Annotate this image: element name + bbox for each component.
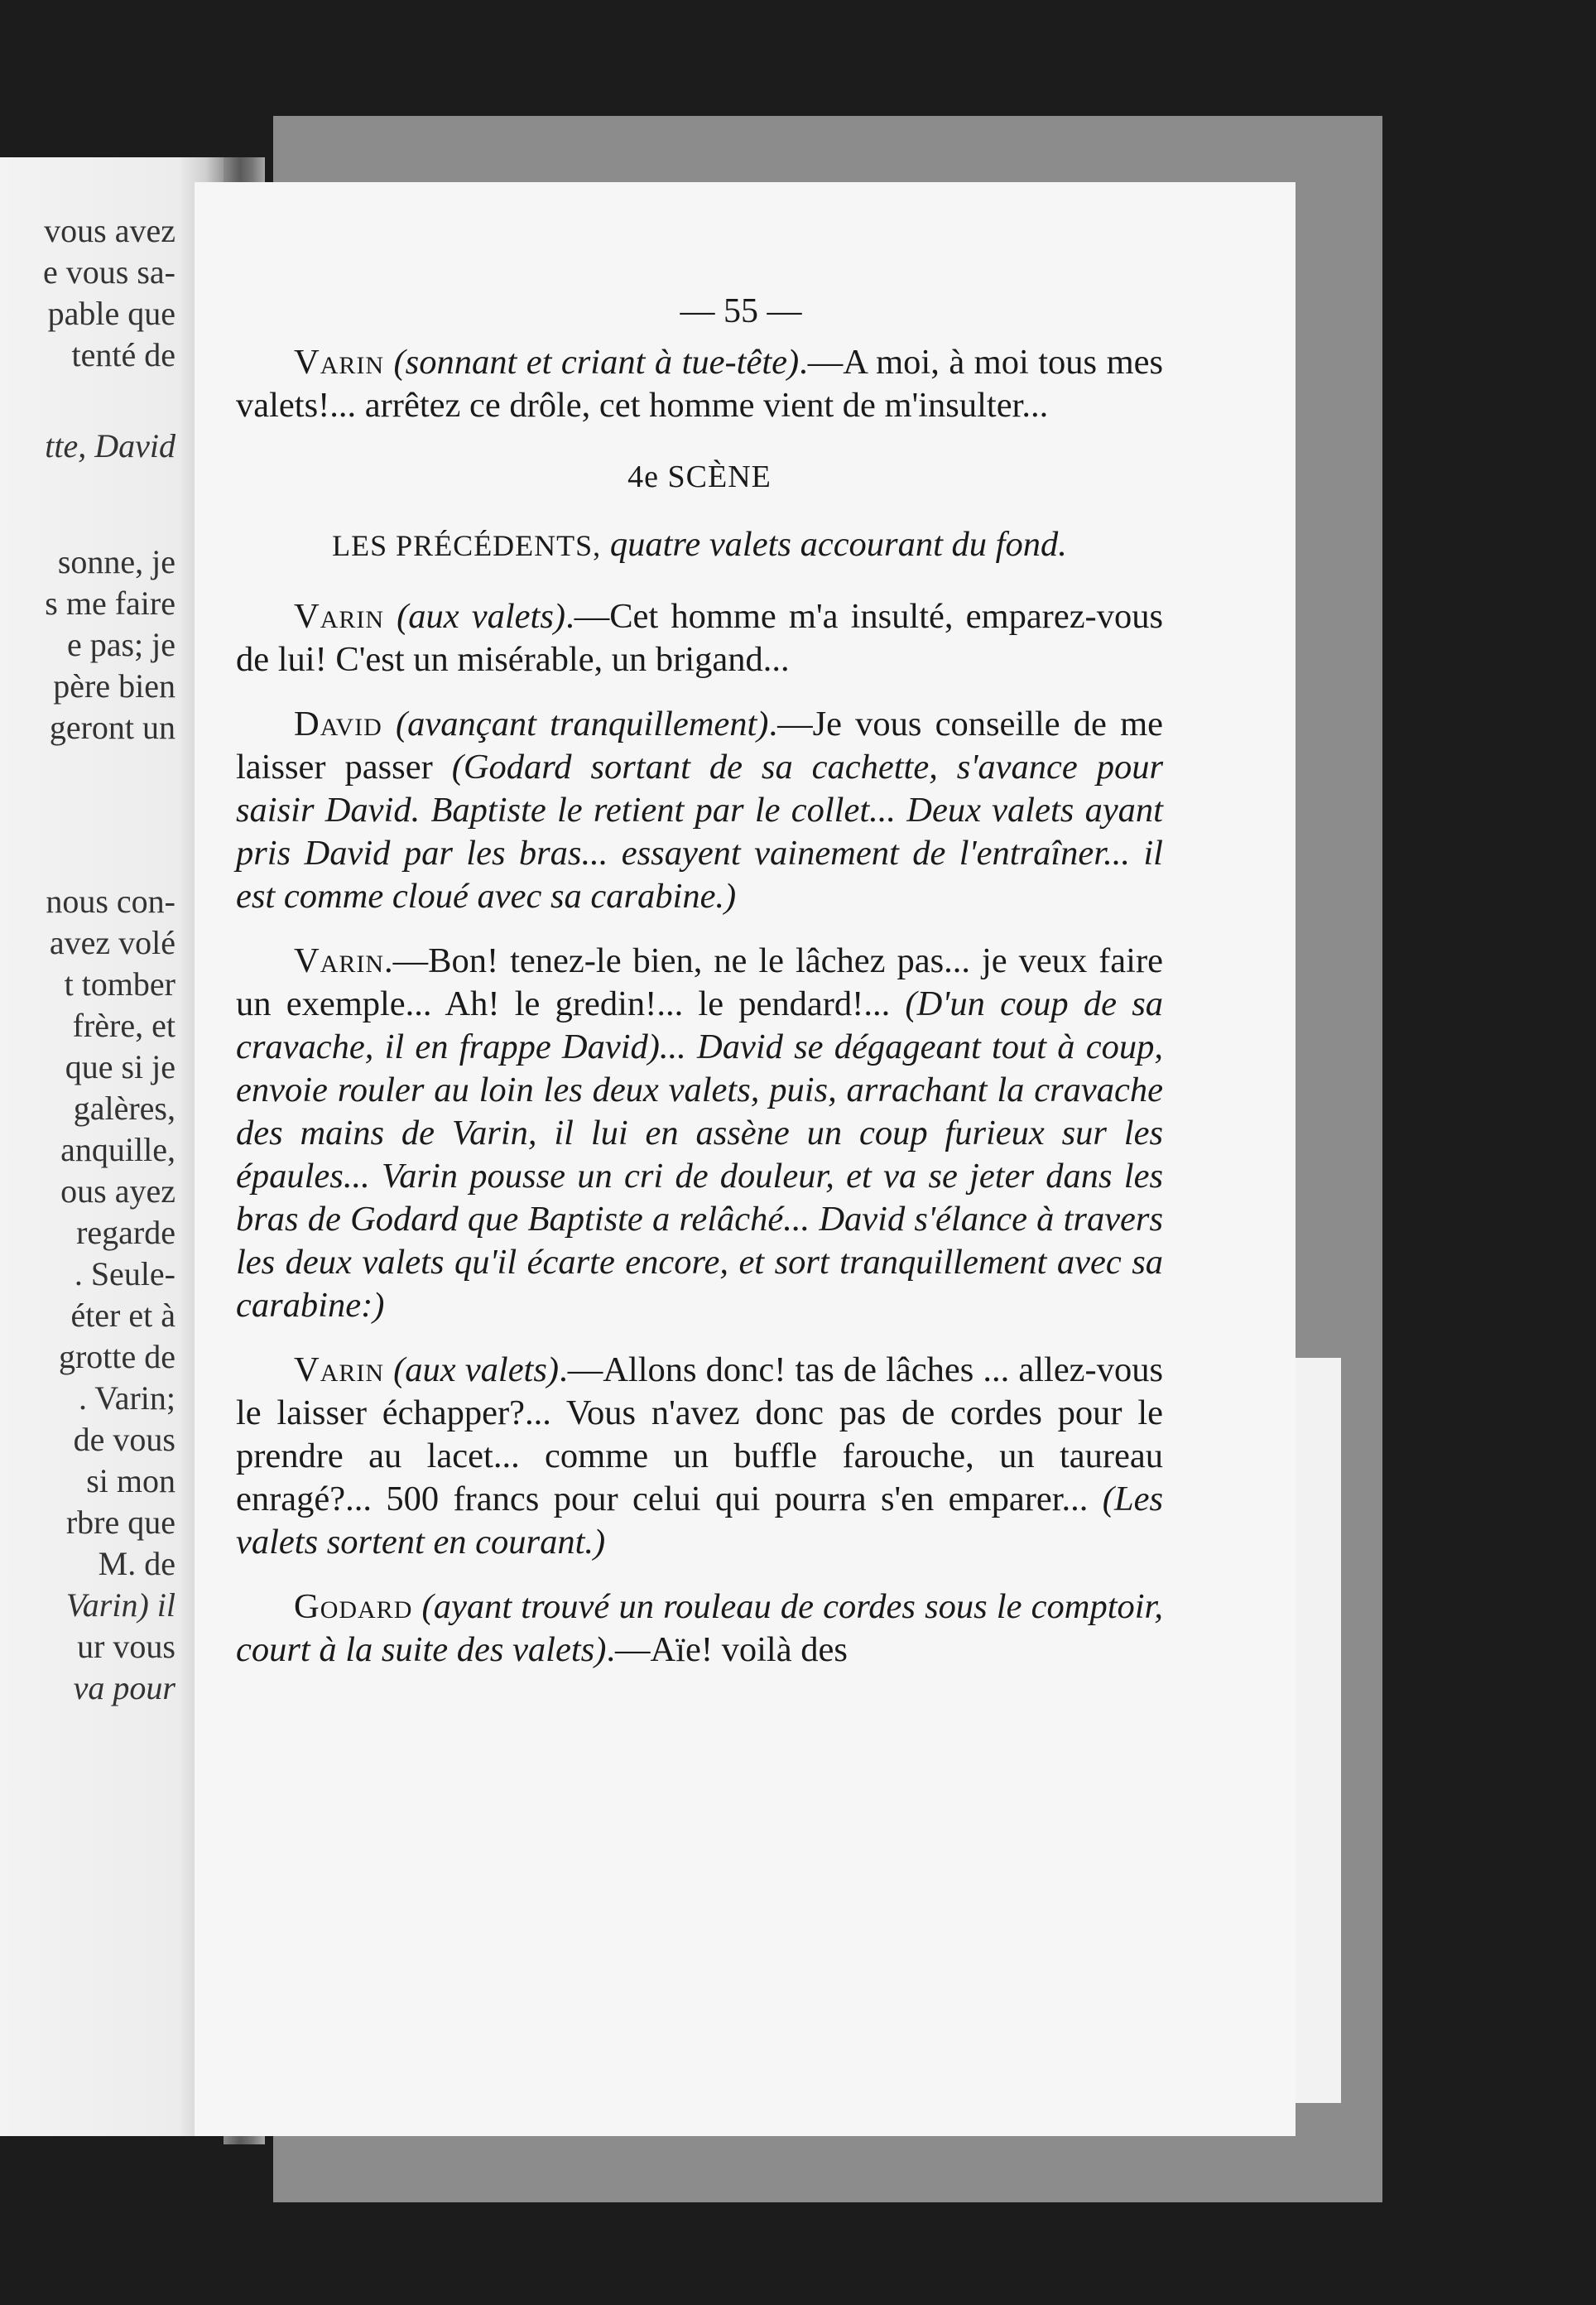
left-page-line: M. de (98, 1545, 175, 1582)
left-page-line: t tomber (64, 965, 175, 1003)
left-page-line: ur vous (77, 1628, 175, 1665)
left-page-line: rbre que (65, 1504, 175, 1541)
speaker-name: David (294, 705, 382, 743)
left-page-line: tenté de (71, 336, 175, 373)
speaker-name: Godard (294, 1587, 413, 1626)
left-page-line: geront un (49, 709, 175, 746)
speaker-name: Varin (294, 597, 385, 636)
left-page (0, 157, 224, 2136)
dialogue-text: .—Cet homme m'a insulté, emparez-vous de lui! C'est un misérable, un brigand... (236, 597, 1163, 679)
left-page-line: . Seule- (74, 1255, 175, 1292)
left-page-line: nous con- (46, 883, 175, 920)
stage-direction: (ayant trouvé un rouleau de cordes sous le comptoir, court à la suite des valets) (236, 1587, 1164, 1669)
dialogue-text: .—A moi, à moi tous mes valets!... arrêtez ce drôle, cet homme vient de m'insulter... (236, 343, 1164, 425)
dialogue-varin-1 (236, 341, 1163, 427)
left-page-line: éter et à (70, 1297, 175, 1334)
left-page-line: anquille, (60, 1131, 175, 1168)
left-page-line: avez volé (49, 924, 175, 961)
left-page-line: grotte de (58, 1338, 175, 1375)
stage-direction: (avançant tranquillement) (395, 705, 769, 743)
dialogue-godard (236, 1586, 1163, 1672)
left-page-line: galères, (73, 1090, 175, 1127)
stage-direction: (Les valets sortent en courant.) (236, 1480, 1163, 1562)
left-page-line: vous avez (44, 212, 175, 249)
dialogue-varin-3 (236, 940, 1163, 1327)
stage-direction: (aux valets) (397, 597, 566, 636)
left-page-line: sonne, je (57, 543, 175, 580)
page-number: — 55 — (680, 292, 802, 330)
cast-line (236, 523, 1163, 567)
stage-direction: (sonnant et criant à tue-tête) (393, 343, 800, 382)
left-page-line: si mon (86, 1462, 175, 1499)
speaker-name: Varin (294, 1350, 385, 1389)
cast-names: LES PRÉCÉDENTS, (332, 529, 602, 562)
left-page-line: Varin) il (65, 1586, 175, 1624)
stage-direction-long: (Godard sortant de sa cachette, s'avance pour saisir David. Baptiste le retient par le collet... Deux valets ayant pris David par les bras... essayent vainement de l'entraîner... il est comme cloué avec sa carabine.) (236, 748, 1163, 916)
dialogue-david (236, 703, 1163, 918)
left-page-line: s me faire (45, 585, 175, 622)
left-page-line: frère, et (72, 1007, 175, 1044)
left-page-line: tte, David (45, 427, 175, 464)
left-page-line: va pour (73, 1669, 175, 1706)
left-page-line: regarde (76, 1214, 175, 1251)
speaker-name: Varin (294, 941, 385, 980)
left-page-line: e vous sa- (43, 253, 175, 291)
book-page (195, 182, 1296, 2136)
cast-stage-direction: quatre valets accourant du fond. (609, 525, 1067, 564)
dialogue-varin-2 (236, 595, 1163, 681)
page-text (236, 290, 1163, 1672)
left-page-line: pable que (47, 295, 175, 332)
left-page-line: que si je (65, 1048, 175, 1085)
stage-direction-long: (D'un coup de sa cravache, il en frappe David)... David se dégageant tout à coup, envoie rouler au loin les deux valets, puis, arrachant la cravache des mains de Varin, il lui en assène un coup furieux sur les épaules... Varin pousse un cri de douleur, et va se jeter dans les bras de Godard que Baptiste a relâché... David s'élance à travers les deux valets qu'il écarte encore, et sort tranquillement avec sa carabine:) (236, 984, 1164, 1325)
dialogue-text: .—Aïe! voilà des (606, 1630, 848, 1669)
left-page-line: père bien (53, 667, 175, 705)
scene-title: 4e SCÈNE (627, 460, 772, 494)
stage-direction: (aux valets) (393, 1350, 560, 1389)
left-page-line: . Varin; (78, 1379, 175, 1417)
speaker-name: Varin (294, 343, 385, 382)
dialogue-text: .—Bon! tenez-le bien, ne le lâchez pas... je veux faire un exemple... Ah! le gredin!... le pendard!... (236, 941, 1163, 1023)
left-page-line: e pas; je (66, 626, 175, 663)
dialogue-varin-4 (236, 1349, 1163, 1564)
left-page-line: ous ayez (60, 1172, 175, 1210)
dialogue-text: .—Allons donc! tas de lâches ... allez-vous le laisser échapper?... Vous n'avez donc pas de cordes pour le prendre au lacet... comme un buffle farouche, un taureau enragé?... 500 francs pour celui qui pourra s'en emparer... (236, 1350, 1163, 1518)
dialogue-text: .—Je vous conseille de me laisser passer (236, 705, 1163, 787)
left-page-line: de vous (73, 1421, 175, 1458)
